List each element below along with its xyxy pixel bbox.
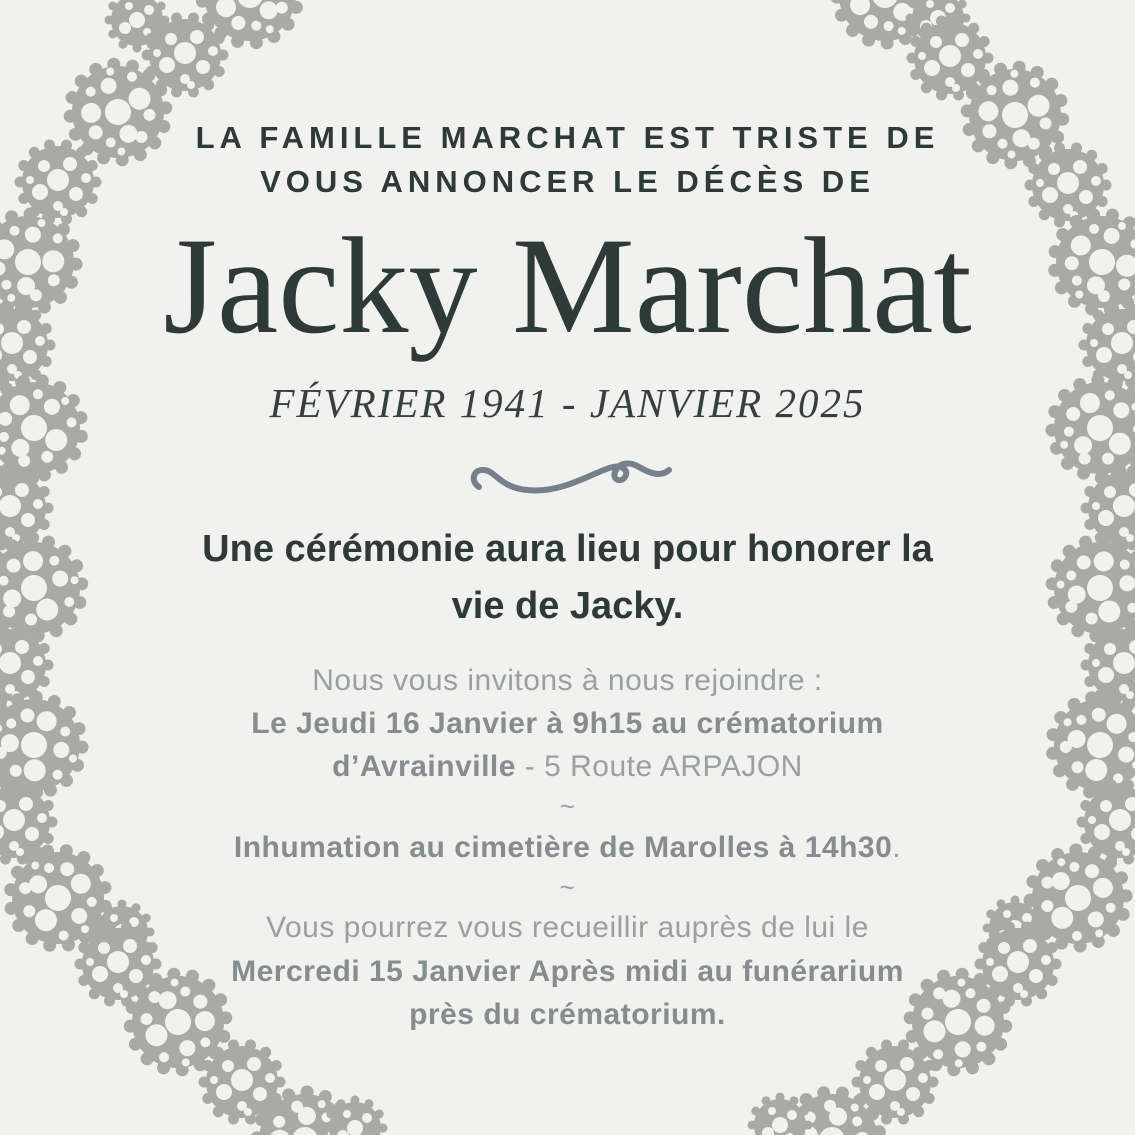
visitation-line-1-text: Mercredi 15 Janvier Après midi au funérarium — [231, 954, 904, 988]
deceased-name: Jacky Marchat — [163, 209, 972, 363]
separator-tilde-1: ~ — [559, 791, 576, 822]
schedule-details — [0, 659, 1135, 1036]
separator-tilde-2: ~ — [559, 871, 576, 902]
lifespan-dates: FÉVRIER 1941 - JANVIER 2025 — [269, 379, 866, 426]
burial-text: Inhumation au cimetière de Marolles à 14h30 — [233, 830, 893, 864]
visitation-intro-line: Vous pourrez vous recueillir auprès de lui le — [266, 911, 869, 945]
intro-line-1: LA FAMILLE MARCHAT EST TRISTE DE — [195, 120, 940, 155]
cremation-line-1-text: Le Jeudi 16 Janvier à 9h15 au crématorium — [251, 706, 884, 740]
burial-line — [0, 826, 1135, 869]
intro-line-2: VOUS ANNONCER LE DÉCÈS DE — [260, 164, 875, 200]
burial-period: . — [892, 830, 902, 864]
ceremony-heading — [0, 521, 1135, 635]
intro-text — [0, 116, 1135, 204]
visitation-line-2-text: près du crématorium. — [409, 997, 726, 1031]
ceremony-line-1: Une cérémonie aura lieu pour honorer la — [202, 527, 933, 570]
visitation-line-2 — [0, 993, 1135, 1036]
invitation-line: Nous vous invitons à nous rejoindre : — [312, 663, 823, 697]
divider — [0, 443, 1135, 507]
visitation-line-1 — [0, 950, 1135, 993]
swirl-flourish-icon — [463, 443, 673, 507]
cremation-line-2 — [0, 745, 1135, 788]
ceremony-line-2: vie de Jacky. — [451, 584, 684, 627]
cremation-line-1 — [0, 702, 1135, 745]
cremation-address: - 5 Route ARPAJON — [515, 750, 803, 784]
cremation-place: d’Avrainville — [332, 750, 516, 784]
